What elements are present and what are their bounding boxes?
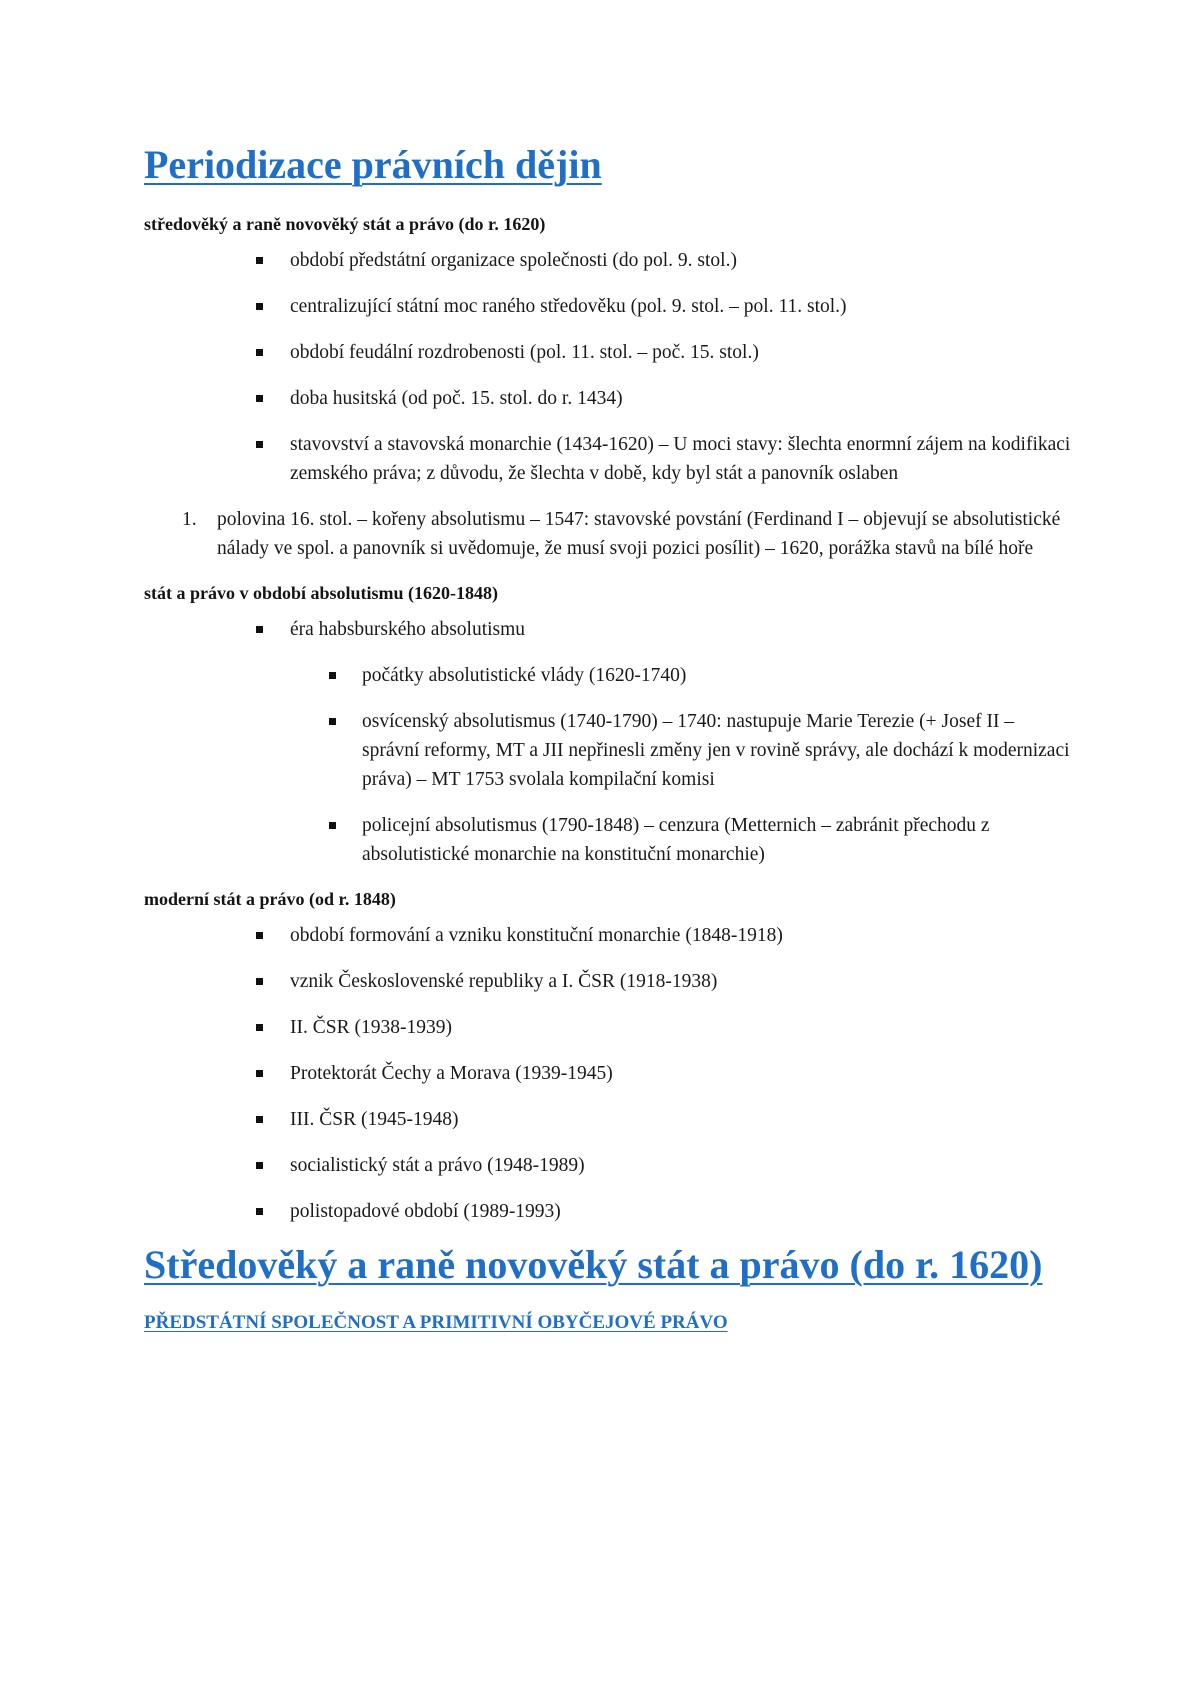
list-item: polistopadové období (1989-1993) — [144, 1197, 1074, 1226]
section-heading-absolutism: stát a právo v období absolutismu (1620-1848) — [144, 583, 499, 603]
list-item: stavovství a stavovská monarchie (1434-1620) – U moci stavy: šlechta enormní zájem na kodifikaci zemského práva; z důvodu, že šlechta v době, kdy byl stát a panovník oslaben — [144, 430, 1074, 488]
bullet-icon — [256, 1116, 263, 1123]
bullet-icon — [329, 672, 336, 679]
list-item: počátky absolutistické vlády (1620-1740) — [144, 661, 1074, 690]
bullet-icon — [256, 1070, 263, 1077]
list-item: éra habsburského absolutismu — [144, 615, 1074, 644]
modern-list — [144, 921, 1074, 1226]
chapter-heading: Středověký a raně novověký stát a právo (do r. 1620) — [144, 1242, 1043, 1287]
bullet-icon — [256, 626, 263, 633]
list-item: III. ČSR (1945-1948) — [144, 1105, 1074, 1134]
bullet-icon — [256, 1162, 263, 1169]
bullet-icon — [256, 932, 263, 939]
bullet-icon — [256, 1208, 263, 1215]
bullet-icon — [256, 1024, 263, 1031]
bullet-icon — [329, 822, 336, 829]
bullet-icon — [256, 441, 263, 448]
bullet-icon — [256, 349, 263, 356]
numbered-item: 1. polovina 16. stol. – kořeny absolutismu – 1547: stavovské povstání (Ferdinand I – objevují se absolutistické nálady ve spol. a panovník si uvědomuje, že musí svoji pozici posílit) – 1620, porážka stavů na bílé hoře — [144, 505, 1074, 563]
list-item: II. ČSR (1938-1939) — [144, 1013, 1074, 1042]
section-heading-medieval: středověký a raně novověký stát a právo (do r. 1620) — [144, 214, 546, 234]
absolutism-list — [144, 615, 1074, 644]
list-item: doba husitská (od poč. 15. stol. do r. 1434) — [144, 384, 1074, 413]
list-item: období předstátní organizace společnosti (do pol. 9. stol.) — [144, 246, 1074, 275]
section-heading-modern: moderní stát a právo (od r. 1848) — [144, 889, 396, 909]
bullet-icon — [329, 718, 336, 725]
list-item: vznik Československé republiky a I. ČSR (1918-1938) — [144, 967, 1074, 996]
page-title: Periodizace právních dějin — [144, 142, 602, 187]
subchapter-heading: PŘEDSTÁTNÍ SPOLEČNOST A PRIMITIVNÍ OBYČEJOVÉ PRÁVO — [144, 1312, 728, 1333]
bullet-icon — [256, 303, 263, 310]
numbered-list — [144, 505, 1074, 563]
bullet-icon — [256, 395, 263, 402]
number-label: 1. — [182, 509, 197, 530]
list-item: policejní absolutismus (1790-1848) – cenzura (Metternich – zabránit přechodu z absolutistické monarchie na konstituční monarchie) — [144, 811, 1074, 869]
list-item: socialistický stát a právo (1948-1989) — [144, 1151, 1074, 1180]
list-item: Protektorát Čechy a Morava (1939-1945) — [144, 1059, 1074, 1088]
list-item: období feudální rozdrobenosti (pol. 11. stol. – poč. 15. stol.) — [144, 338, 1074, 367]
bullet-icon — [256, 257, 263, 264]
list-item: osvícenský absolutismus (1740-1790) – 1740: nastupuje Marie Terezie (+ Josef II – správní reformy, MT a JII nepřinesli změny jen v rovině správy, ale dochází k modernizaci práva) – MT 1753 svolala kompilační komisi — [144, 707, 1074, 794]
list-item: centralizující státní moc raného středověku (pol. 9. stol. – pol. 11. stol.) — [144, 292, 1074, 321]
medieval-list — [144, 246, 1074, 488]
bullet-icon — [256, 978, 263, 985]
list-item: období formování a vzniku konstituční monarchie (1848-1918) — [144, 921, 1074, 950]
document-page — [144, 140, 1074, 1334]
absolutism-sublist — [144, 661, 1074, 869]
